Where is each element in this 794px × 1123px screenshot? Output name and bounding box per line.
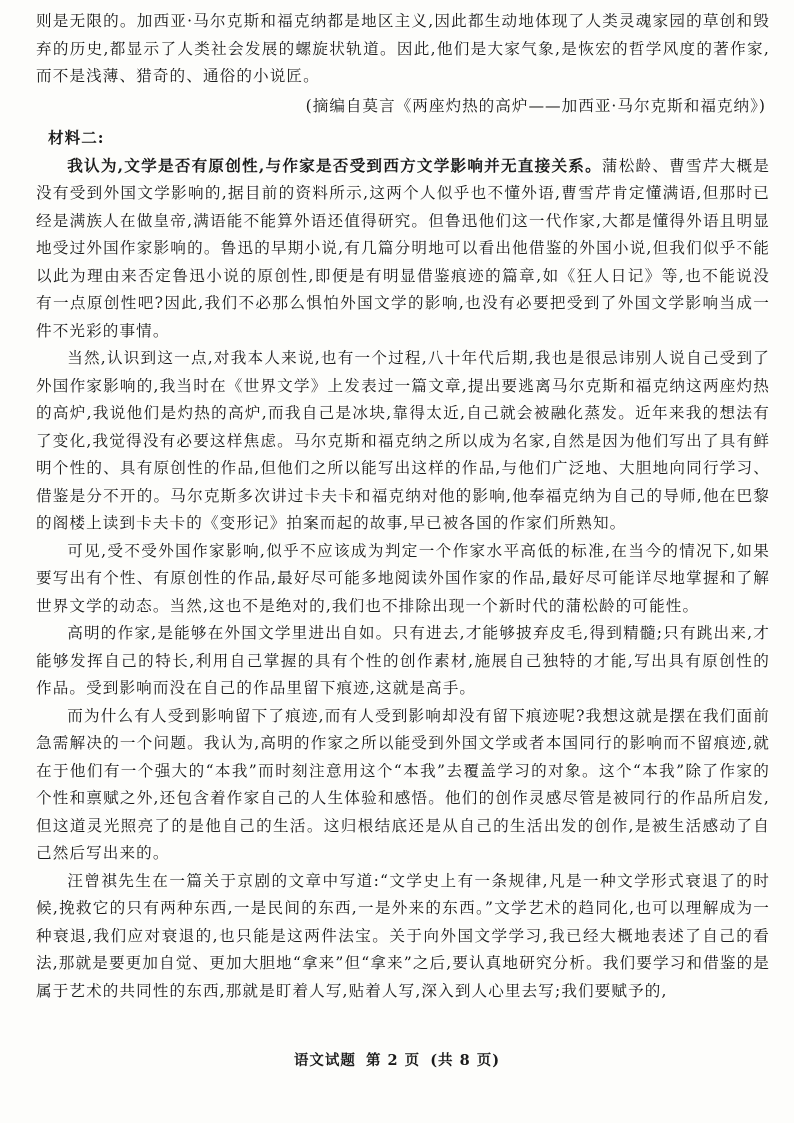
footer-page-number: 第 2 页 [365, 1052, 421, 1069]
intro-paragraph: 则是无限的。加西亚·马尔克斯和福克纳都是地区主义,因此都生动地体现了人类灵魂家园的草创和毁弃的历史,都显示了人类社会发展的螺旋状轨道。因此,他们是大家气象,是恢宏的哲学风度的著作家,而不是浅薄、猎奇的、通俗的小说匠。 [36, 12, 770, 85]
section-heading: 材料二: [48, 128, 105, 147]
paragraph-4: 高明的作家,是能够在外国文学里进出自如。只有进去,才能够披弃皮毛,得到精髓;只有跳出来,才能够发挥自己的特长,利用自己掌握的具有个性的创作素材,施展自己独特的才能,写出具有原创性的作品。受到影响而没在自己的作品里留下痕迹,这就是高手。 [36, 624, 770, 697]
paragraph-1 [36, 152, 770, 346]
paragraph-2: 当然,认识到这一点,对我本人来说,也有一个过程,八十年代后期,我也是很忌讳别人说自己受到了外国作家影响的,我当时在《世界文学》上发表过一篇文章,提出要逃离马尔克斯和福克纳这两座灼热的高炉,我说他们是灼热的高炉,而我自己是冰块,靠得太近,自己就会被融化蒸发。近年来我的想法有了变化,我觉得没有必要这样焦虑。马尔克斯和福克纳之所以成为名家,自然是因为他们写出了具有鲜明个性的、具有原创性的作品,但他们之所以能写出这样的作品,与他们广泛地、大胆地向同行学习、借鉴是分不开的。马尔克斯多次讲过卡夫卡和福克纳对他的影响,他奉福克纳为自己的导师,他在巴黎的阁楼上读到卡夫卡的《变形记》拍案而起的故事,早已被各国的作家们所熟知。 [36, 349, 770, 532]
paragraph-1-lead: 我认为,文学是否有原创性,与作家是否受到西方文学影响并无直接关系。 [67, 155, 602, 175]
paragraph-3: 可见,受不受外国作家影响,似乎不应该成为判定一个作家水平高低的标准,在当今的情况下,如果要写出有个性、有原创性的作品,最好尽可能多地阅读外国作家的作品,最好尽可能详尽地掌握和了解世界文学的动态。当然,这也不是绝对的,我们也不排除出现一个新时代的蒲松龄的可能性。 [36, 541, 770, 615]
footer-page-total: (共 8 页) [430, 1052, 501, 1069]
paragraph-6: 汪曾祺先生在一篇关于京剧的文章中写道:“文学史上有一条规律,凡是一种文学形式衰退了的时候,挽救它的只有两种东西,一是民间的东西,一是外来的东西。”文学艺术的趋同化,也可以理解成为一种衰退,我们应对衰退的,也只能是这两件法宝。关于向外国文学学习,我已经大概地表述了自己的看法,那就是要更加自觉、更加大胆地“拿来”但“拿来”之后,要认真地研究分析。我们要学习和借鉴的是属于艺术的共同性的东西,那就是盯着人写,贴着人写,深入到人心里去写;我们要赋予的, [36, 871, 770, 1000]
footer-subject: 语文试题 [293, 1052, 356, 1069]
article-body [36, 8, 770, 1005]
page-footer [0, 1049, 794, 1070]
paragraph-1-text: 蒲松龄、曹雪芹大概是没有受到外国文学影响的,据目前的资料所示,这两个人似乎也不懂外语,曹雪芹肯定懂满语,但那时已经是满族人在做皇帝,满语能不能算外语还值得研究。但鲁迅他们这一代作家,大都是懂得外语且明显地受过外国作家影响的。鲁迅的早期小说,有几篇分明地可以看出他借鉴的外国小说,但我们似乎不能以此为理由来否定鲁迅小说的原创性,即便是有明显借鉴痕迹的篇章,如《狂人日记》等,也不能说没有一点原创性吧?因此,我们不必那么惧怕外国文学的影响,也没有必要把受到了外国文学影响当成一件不光彩的事情。 [36, 156, 770, 340]
paragraph-5: 而为什么有人受到影响留下了痕迹,而有人受到影响却没有留下痕迹呢?我想这就是摆在我们面前急需解决的一个问题。我认为,高明的作家之所以能受到外国文学或者本国同行的影响而不留痕迹,就在于他们有一个强大的“本我”而时刻注意用这个“本我”去覆盖学习的对象。这个“本我”除了作家的个性和禀赋之外,还包含着作家自己的人生体验和感悟。他们的创作灵感尽管是被同行的作品所启发,但这道灵光照亮了的是他自己的生活。这归根结底还是从自己的生活出发的创作,是被生活感动了自己然后写出来的。 [36, 706, 770, 862]
source-citation: (摘编自莫言《两座灼热的高炉——加西亚·马尔克斯和福克纳》) [305, 96, 766, 115]
